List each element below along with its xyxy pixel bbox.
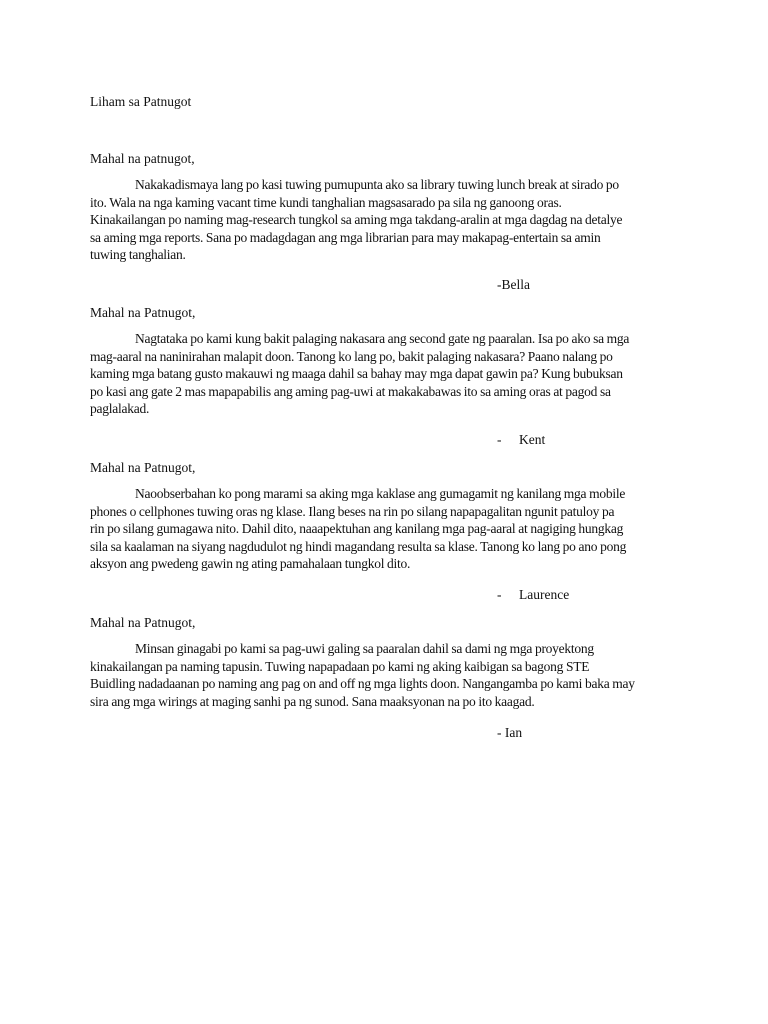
signature-name: Laurence: [519, 587, 570, 602]
letter-line: po kasi ang gate 2 mas mapapabilis ang aming pag-uwi at makakabawas ito sa aming oras at pagod sa: [90, 383, 611, 399]
letter-line: paglalakad.: [90, 401, 150, 417]
letter-line: ito. Wala na nga kaming vacant time kundi tanghalian magsasarado pa sila ng ganoong oras.: [90, 194, 562, 210]
letter-line: sa aming mga reports. Sana po madagdagan ang mga librarian para may makapag-entertain sa amin: [90, 229, 601, 245]
letter-line: aksyon ang pwedeng gawin ng ating pamahalaan tungkol dito.: [90, 556, 411, 572]
signature-name: - Ian: [497, 725, 523, 740]
letter-line: kinakailangan pa naming tapusin. Tuwing napapadaan po kami ng aking kaibigan sa bagong STE: [90, 658, 590, 674]
letter-line: sila sa kaalaman na siyang nagdudulot ng hindi magandang resulta sa klase. Tanong ko lang po ano pong: [90, 538, 627, 554]
letter-signature: [497, 431, 545, 448]
letter-body: [90, 176, 690, 263]
letter-line: sira ang mga wirings at maging sanhi pa ng sunod. Sana maaksyonan na po ito kaagad.: [90, 693, 535, 709]
letter-4: [90, 614, 690, 710]
letter-signature: [497, 586, 569, 603]
letter-line: phones o cellphones tuwing oras ng klase. Ilang beses na rin po silang napapagalitan ngunit patuloy pa: [90, 503, 615, 519]
signature-name: Kent: [519, 432, 546, 447]
letter-salutation: Mahal na Patnugot,: [90, 460, 196, 475]
letter-line: rin po silang gumagawa nito. Dahil dito, naaapektuhan ang kanilang mga pag-aaral at nagiging hungkag: [90, 521, 624, 537]
signature-name: -Bella: [497, 277, 530, 292]
letter-line: Nagtataka po kami kung bakit palaging nakasara ang second gate ng paaralan. Isa po ako sa mga: [135, 331, 630, 347]
letter-2: [90, 304, 690, 417]
letter-3: [90, 459, 690, 572]
letter-body: [90, 330, 690, 417]
letter-line: Kinakailangan po naming mag-research tungkol sa aming mga takdang-aralin at mga dagdag na detalye: [90, 212, 623, 228]
letter-line: Naoobserbahan ko pong marami sa aking mga kaklase ang gumagamit ng kanilang mga mobile: [135, 486, 626, 502]
signature-dash: -: [497, 432, 502, 447]
letter-body: [90, 485, 690, 572]
letter-line: Minsan ginagabi po kami sa pag-uwi galing sa paaralan dahil sa dami ng mga proyektong: [135, 641, 594, 657]
letter-salutation: Mahal na Patnugot,: [90, 305, 196, 320]
letter-salutation: Mahal na Patnugot,: [90, 615, 196, 630]
letter-line: Buidling nadadaanan po naming ang pag on and off ng mga lights doon. Nangangamba po kami baka may: [90, 676, 635, 692]
letter-1: [90, 150, 690, 263]
letter-salutation: Mahal na patnugot,: [90, 151, 195, 166]
document-title: Liham sa Patnugot: [90, 94, 192, 109]
letter-line: Nakakadismaya lang po kasi tuwing pumupunta ako sa library tuwing lunch break at sirado po: [135, 177, 619, 193]
signature-dash: -: [497, 587, 502, 602]
letter-line: kaming mga batang gusto makauwi ng maaga dahil sa bahay may mga dapat gawin pa? Kung bubuksan: [90, 366, 623, 382]
letter-line: tuwing tanghalian.: [90, 247, 186, 263]
letter-signature: [497, 724, 522, 741]
letter-line: mag-aaral na naninirahan malapit doon. Tanong ko lang po, bakit palaging nakasara? Paano nalang po: [90, 348, 613, 364]
letter-body: [90, 640, 690, 710]
letter-signature: [497, 276, 530, 293]
